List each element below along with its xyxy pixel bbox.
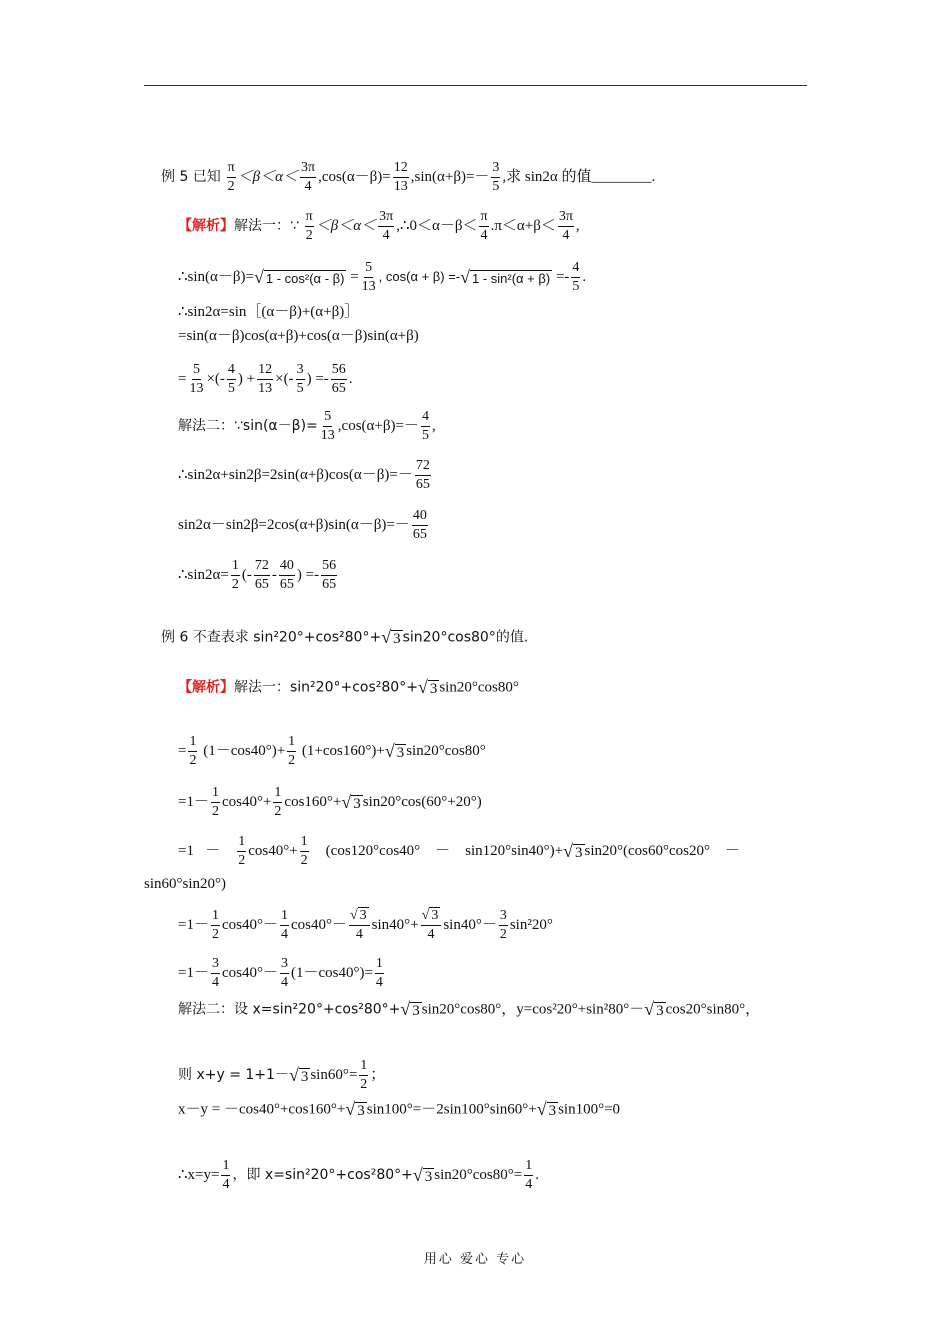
- fraction: $\frac{4}{5}$: [421, 409, 429, 443]
- fraction: $\frac{1}{2}$: [211, 908, 219, 943]
- sqrt3: √ 3: [417, 677, 438, 697]
- fraction: $\frac{3}{4}$: [211, 956, 219, 990]
- fraction: $\frac{4}{5}$: [572, 260, 580, 294]
- text: sin²20°: [509, 917, 553, 934]
- text: cos20°sin80°，: [665, 1001, 761, 1018]
- radical: √ 1 - cos²(α - β): [254, 266, 345, 287]
- sqrt3: √ 3: [644, 999, 664, 1019]
- text: ＜β＜α＜: [237, 168, 298, 185]
- text: .π＜α+β＜: [490, 217, 556, 234]
- fraction: $\frac{56}{65}$: [331, 362, 346, 396]
- fraction: $\frac{√ 3}{4}$: [349, 907, 370, 944]
- solution6-line4: [178, 833, 740, 870]
- fraction: $\frac{1}{2}$: [211, 785, 219, 819]
- text: cos40°－: [290, 917, 347, 934]
- text: (-: [241, 566, 252, 583]
- text: ＜β＜α＜: [315, 217, 377, 234]
- fraction: $\frac{1}{4}$: [280, 908, 288, 943]
- fraction: $\frac{40}{65}$: [279, 558, 294, 592]
- solution5-line1: [178, 208, 580, 245]
- text: 解法一：∵: [234, 217, 299, 234]
- example6-line: [161, 626, 528, 650]
- text: 解法二：设 x=sin²20°+cos²80°+: [178, 1001, 401, 1018]
- text: ,cos(α－β)=: [318, 168, 391, 185]
- text: =: [178, 742, 187, 759]
- text: ,: [575, 217, 580, 234]
- text: (cos120°cos40° － sin120°sin40°)+: [325, 842, 564, 859]
- text: ×(-: [206, 370, 225, 387]
- text: 解法二：∵sin(α－β)=: [178, 417, 318, 434]
- text: =: [350, 268, 359, 285]
- solution6-line5: sin60°sin20°): [144, 876, 227, 892]
- solution6-line1: [178, 676, 519, 700]
- text: , cos(α + β) =-: [378, 268, 461, 284]
- fraction: $\frac{1}{2}$: [189, 734, 197, 768]
- text: .: [582, 268, 587, 285]
- sqrt3: √ 3: [563, 840, 583, 861]
- text: sin2α－sin2β=2cos(α+β)sin(α－β)=－: [178, 516, 410, 533]
- solution5-line2: [178, 259, 586, 296]
- text: =1 －: [178, 842, 221, 859]
- text: x－y = －cos40°+cos160°+: [178, 1101, 346, 1118]
- text: =1－: [178, 964, 209, 981]
- text: sin100°=0: [558, 1101, 621, 1118]
- text: =: [178, 370, 187, 387]
- example6-title: 例 6 不查表求 sin²20°+cos²80°+: [161, 629, 382, 646]
- text: ) =-: [296, 566, 320, 583]
- solution5-method2-line4: [178, 557, 339, 594]
- text: ) =-: [306, 370, 329, 387]
- fraction: $\frac{\pi}{4}$: [480, 209, 488, 243]
- sqrt3: √ 3: [288, 1064, 309, 1085]
- text: ,∴0＜α－β＜: [396, 217, 478, 234]
- fraction: $\frac{1}{2}$: [274, 785, 282, 819]
- text: ，即 x=sin²20°+cos²80°+: [232, 1166, 413, 1183]
- text: sin20°cos80°=: [434, 1166, 523, 1183]
- text: (1－cos40°)+: [203, 742, 286, 759]
- radical: √ 1 - sin²(α + β): [460, 266, 551, 287]
- fraction: $\frac{3}{2}$: [499, 908, 507, 943]
- fraction: $\frac{1}{2}$: [288, 734, 296, 768]
- sqrt3: √ 3: [400, 999, 420, 1019]
- text: sin20°(cos60°cos20° －: [584, 842, 741, 859]
- text: cos160°+: [284, 793, 342, 810]
- fraction: $\frac{1}{2}$: [360, 1058, 368, 1092]
- fraction: $\frac{√ 3}{4}$: [421, 907, 442, 944]
- solution6-method2-line3: [178, 1098, 620, 1122]
- text: ∴sin2α+sin2β=2sin(α+β)cos(α－β)=－: [178, 466, 413, 483]
- fraction: $\frac{1}{4}$: [222, 1158, 230, 1192]
- text: cos40°－: [221, 964, 278, 981]
- sqrt3: √ 3: [384, 740, 405, 761]
- fraction: $\frac{72}{65}$: [254, 558, 269, 592]
- text: ) +: [237, 370, 256, 387]
- solution5-line3: ∴sin2α=sin［(α－β)+(α+β)］: [178, 304, 360, 320]
- solution5-method2-line2: [178, 457, 433, 494]
- text: 则 x+y = 1+1－: [178, 1066, 289, 1083]
- fraction: $\frac{3\pi}{4}$: [301, 160, 316, 194]
- text: ；: [370, 1066, 386, 1083]
- text: .: [348, 370, 353, 387]
- text: ,cos(α+β)=－: [337, 417, 419, 434]
- fraction: $\frac{\pi}{2}$: [305, 209, 313, 243]
- solution5-line5: [178, 361, 353, 398]
- fraction: $\frac{1}{2}$: [231, 558, 239, 592]
- sqrt3: √ 3: [341, 791, 361, 812]
- text: (1－cos40°)=: [290, 964, 373, 981]
- text: ,sin(α+β)=－: [410, 168, 490, 185]
- fraction: $\frac{3\pi}{4}$: [558, 209, 573, 243]
- fraction: $\frac{12}{13}$: [393, 160, 408, 194]
- fraction: $\frac{3}{5}$: [296, 362, 304, 396]
- text: sin20°cos80°，y=cos²20°+sin²80°－: [421, 1001, 645, 1018]
- text: .: [535, 1166, 539, 1183]
- text: sin100°=－2sin100°sin60°+: [366, 1101, 537, 1118]
- analysis-label: 【解析】: [178, 679, 234, 696]
- solution6-method2-line4: [178, 1157, 539, 1194]
- solution6-line7: [178, 955, 386, 992]
- fraction: $\frac{1}{4}$: [525, 1158, 533, 1192]
- fraction: $\frac{3}{4}$: [280, 956, 288, 990]
- text: cos40°+: [248, 842, 298, 859]
- text: sin20°cos(60°+20°): [362, 793, 482, 810]
- fraction: $\frac{\pi}{2}$: [227, 160, 235, 194]
- fraction: $\frac{1}{4}$: [375, 956, 383, 990]
- sqrt3: √ 3: [536, 1099, 557, 1119]
- solution6-method2-line2: [178, 1057, 385, 1094]
- fraction: $\frac{5}{13}$: [320, 409, 335, 443]
- example5-title: 例 5 已知: [161, 168, 221, 185]
- solution6-line2: [178, 733, 486, 770]
- text: =-: [555, 268, 570, 285]
- text: cos40°－: [221, 917, 278, 934]
- fraction: $\frac{1}{2}$: [238, 834, 246, 868]
- text: =1－: [178, 917, 209, 934]
- solution5-method2-line3: [178, 507, 430, 544]
- analysis-label: 【解析】: [178, 217, 234, 234]
- solution5-method2-line1: [178, 408, 436, 445]
- fraction: $\frac{12}{13}$: [258, 362, 273, 396]
- text: ∴sin(α－β)=: [178, 268, 254, 285]
- fraction: $\frac{5}{13}$: [361, 260, 376, 294]
- text: sin20°cos80°: [439, 679, 519, 696]
- solution5-line4: =sin(α－β)cos(α+β)+cos(α－β)sin(α+β): [178, 328, 419, 344]
- text: sin20°cos80°: [406, 742, 486, 759]
- fraction: $\frac{3\pi}{4}$: [379, 209, 394, 243]
- text: (1+cos160°)+: [301, 742, 385, 759]
- text: ,求 sin2α 的值________.: [502, 168, 656, 185]
- text: ,: [431, 417, 436, 434]
- text: cos40°+: [221, 793, 272, 810]
- text: 解法一：sin²20°+cos²80°+: [234, 679, 418, 696]
- fraction: $\frac{4}{5}$: [227, 362, 235, 396]
- sqrt3: √ 3: [381, 627, 401, 647]
- text: ∴sin2α=: [178, 566, 229, 583]
- text: =1－: [178, 793, 209, 810]
- solution6-line6: [178, 907, 553, 944]
- header-rule: [144, 85, 807, 86]
- example5-line: [161, 159, 655, 196]
- fraction: $\frac{1}{2}$: [300, 834, 308, 868]
- solution6-line3: [178, 784, 482, 821]
- fraction: $\frac{40}{65}$: [412, 508, 427, 542]
- sqrt3: √ 3: [345, 1099, 365, 1119]
- fraction: $\frac{5}{13}$: [189, 362, 204, 396]
- text: sin40°+: [371, 917, 419, 934]
- text: -: [271, 566, 277, 583]
- text: ∴x=y=: [178, 1166, 220, 1183]
- text: sin20°cos80°的值.: [402, 629, 529, 646]
- page-footer: 用心 爱心 专心: [423, 1252, 527, 1267]
- text: sin40°－: [443, 917, 497, 934]
- fraction: $\frac{72}{65}$: [415, 458, 430, 492]
- text: sin60°=: [310, 1066, 358, 1083]
- text: ×(-: [275, 370, 294, 387]
- fraction: $\frac{56}{65}$: [322, 558, 337, 592]
- sqrt3: √ 3: [412, 1164, 433, 1185]
- solution6-method2-line1: [178, 998, 760, 1022]
- fraction: $\frac{3}{5}$: [492, 160, 500, 194]
